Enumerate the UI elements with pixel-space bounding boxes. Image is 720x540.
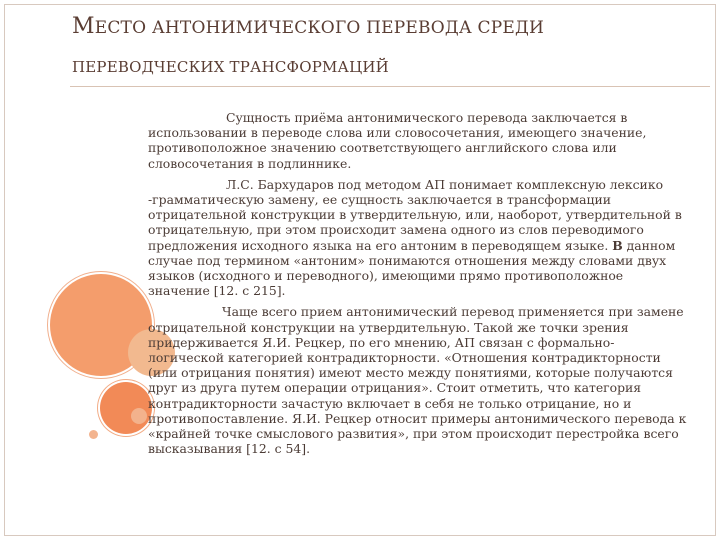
decorative-circle-dot	[89, 430, 98, 439]
slide-body	[148, 110, 688, 462]
title-line-1-text: ЕСТО АНТОНИМИЧЕСКОГО ПЕРЕВОДА СРЕДИ	[94, 18, 545, 38]
paragraph-2-part-1: Л.С. Бархударов под методом АП понимает комплексную лексико -грамматическую замену, ее сущность заключается в трансформации отрицательной конструкции в утвердительную, или, наоборот, утвердительной в отрицательную, при этом происходит замена одного из слов переводимого предложения исходного языка на его антоним в переводящем языке.	[148, 176, 682, 253]
paragraph-2-bold-letter: В	[612, 237, 623, 253]
decorative-circle-small	[100, 382, 152, 434]
paragraph-3: Чаще всего прием антонимический перевод применяется при замене отрицательной конструкции на утвердительную. Такой же точки зрения придерживается Я.И. Рецкер, по его мнению, АП связан с формально-логической категорией контрадикторности. «Отношения контрадикторности (или отрицания понятия) имеют место между понятиями, которые получаются друг из друга путем операции отрицания». Стоит отметить, что категория контрадикторности зачастую включает в себя не только отрицание, но и противопоставление. Я.И. Рецкер относит примеры антонимического перевода к «крайней точке смыслового развития», при этом происходит перестройка всего высказывания [12. с 54].	[148, 304, 687, 457]
paragraph-1: Сущность приёма антонимического перевода заключается в использовании в переводе слова или словосочетания, имеющего значение, противоположное значению соответствующего английского слова или словосочетания в подлиннике.	[148, 110, 647, 171]
paragraph-2-part-2: данном случае под термином «антоним» понимаются отношения между словами двух языков (исходного и переводного), имеющими прямо противоположное значение [12. с 215].	[148, 237, 676, 299]
title-divider	[70, 86, 710, 87]
title-line-2: ПЕРЕВОДЧЕСКИХ ТРАНСФОРМАЦИЙ	[72, 58, 389, 76]
paragraph-2	[148, 177, 688, 299]
title-first-letter: М	[72, 14, 95, 39]
decorative-circle-tiny	[131, 408, 147, 424]
slide-title	[72, 8, 702, 84]
title-line-1	[72, 8, 702, 47]
